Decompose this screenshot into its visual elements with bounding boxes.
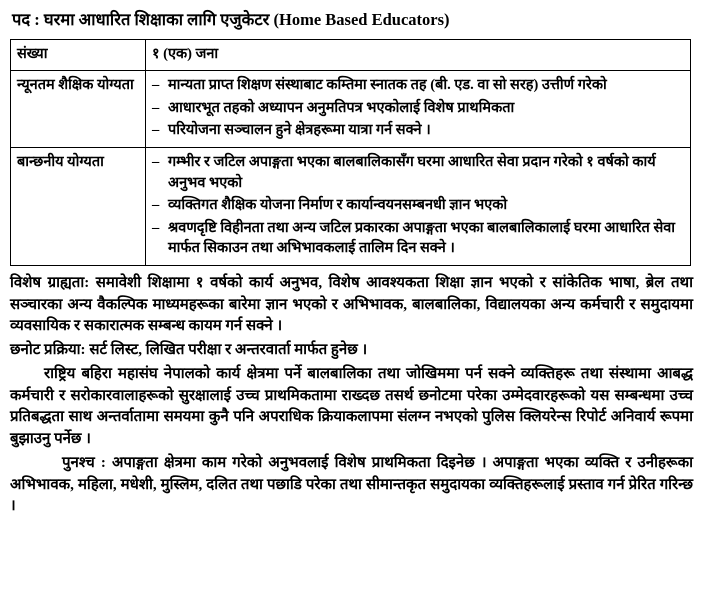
- list-item: – श्रवणदृष्टि विहीनता तथा अन्य जटिल प्रकारका अपाङ्गता भएका बालबालिकालाई घरमा आधारित सेवा मार्फत सिकाउन तथा अभिभावकलाई तालिम दिन सक्ने ।: [152, 218, 684, 259]
- postscript-paragraph: [10, 453, 693, 518]
- list-item: – मान्यता प्राप्त शिक्षण संस्थाबाट कम्तिमा स्नातक तह (बी. एड. वा सो सरह) उत्तीर्ण गरेको: [152, 75, 684, 96]
- row-value-minimum-education: [146, 71, 691, 148]
- list-item: – व्यक्तिगत शैक्षिक योजना निर्माण र कार्यान्वयनसम्बनधी ज्ञान भएको: [152, 195, 684, 216]
- list-item: – गम्भीर र जटिल अपाङ्गता भएका बालबालिकासँग घरमा आधारित सेवा प्रदान गरेको १ वर्षको कार्य अनुभव भएको: [152, 152, 684, 193]
- minimum-education-list: [152, 75, 684, 141]
- row-label-desirable-qualification: बान्छनीय योग्यता: [11, 147, 146, 265]
- special-eligibility-text: समावेशी शिक्षामा १ वर्षको कार्य अनुभव, विशेष आवश्यकता शिक्षा ज्ञान भएको र सांकेतिक भाषा, ब्रेल तथा सञ्चारका अन्य वैकल्पिक माध्यमहरूका बारेमा ज्ञान भएको र अभिभावक, बालबालिका, विद्यालयका अन्य कर्मचारी र समुदायमा व्यवसायिक र सकारात्मक सम्बन्ध कायम गर्न सक्ने ।: [10, 274, 693, 335]
- page-title: [12, 10, 693, 31]
- selection-process-paragraph: [10, 340, 693, 362]
- postscript-text: अपाङ्गता क्षेत्रमा काम गरेको अनुभवलाई विशेष प्राथमिकता दिइनेछ । अपाङ्गता भएका व्यक्ति र उनीहरूका अभिभावक, महिला, मधेशी, मुस्लिम, दलित तथा पछाडि परेका तथा सीमान्तकृत समुदायका व्यक्तिहरूलाई प्रस्ताव गर्न प्रेरित गरिन्छ ।: [10, 454, 693, 515]
- list-item: – परियोजना सञ्चालन हुने क्षेत्रहरूमा यात्रा गर्न सक्ने ।: [152, 120, 684, 141]
- row-label-minimum-education: न्यूनतम शैक्षिक योग्यता: [11, 71, 146, 148]
- special-eligibility-paragraph: [10, 273, 693, 338]
- table-row: [11, 147, 691, 265]
- desirable-qualification-list: [152, 152, 684, 259]
- special-eligibility-heading: विशेष ग्राह्यता:: [10, 274, 90, 291]
- row-value-count: १ (एक) जना: [146, 39, 691, 71]
- table-row: [11, 39, 691, 71]
- row-label-count: संख्या: [11, 39, 146, 71]
- page-title-devanagari: पद : घरमा आधारित शिक्षाका लागि एजुकेटर: [12, 10, 270, 29]
- selection-process-heading: छनोट प्रक्रिया:: [10, 342, 86, 359]
- safeguarding-paragraph: राष्ट्रिय बहिरा महासंघ नेपालको कार्य क्षेत्रमा पर्ने बालबालिका तथा जोखिममा पर्न सक्ने व्यक्तिहरू तथा संस्थामा आबद्ध कर्मचारी र सरोकारवालाहरूको सुरक्षालाई उच्च प्राथमिकतामा राख्दछ तसर्थ छनोटमा परेका उम्मेदवारहरूको यस सम्बन्धमा उच्च प्रतिबद्धता साथ अन्तर्वातामा समयमा कुनै पनि अपराधिक क्रियाकलापमा संलग्न नभएको पुलिस क्लियरेन्स रिपोर्ट अनिवार्य रूपमा बुझाउनु पर्नेछ ।: [10, 365, 693, 448]
- row-value-desirable-qualification: [146, 147, 691, 265]
- selection-process-text: सर्ट लिस्ट, लिखित परीक्षा र अन्तरवार्ता मार्फत हुनेछ ।: [85, 342, 368, 359]
- qualification-table: [10, 39, 691, 266]
- list-item: – आधारभूत तहको अध्यापन अनुमतिपत्र भएकोलाई विशेष प्राथमिकता: [152, 98, 684, 119]
- table-row: [11, 71, 691, 148]
- postscript-heading: पुनश्च :: [62, 454, 106, 471]
- notes-section: [10, 273, 693, 518]
- page-title-latin: (Home Based Educators): [273, 10, 450, 29]
